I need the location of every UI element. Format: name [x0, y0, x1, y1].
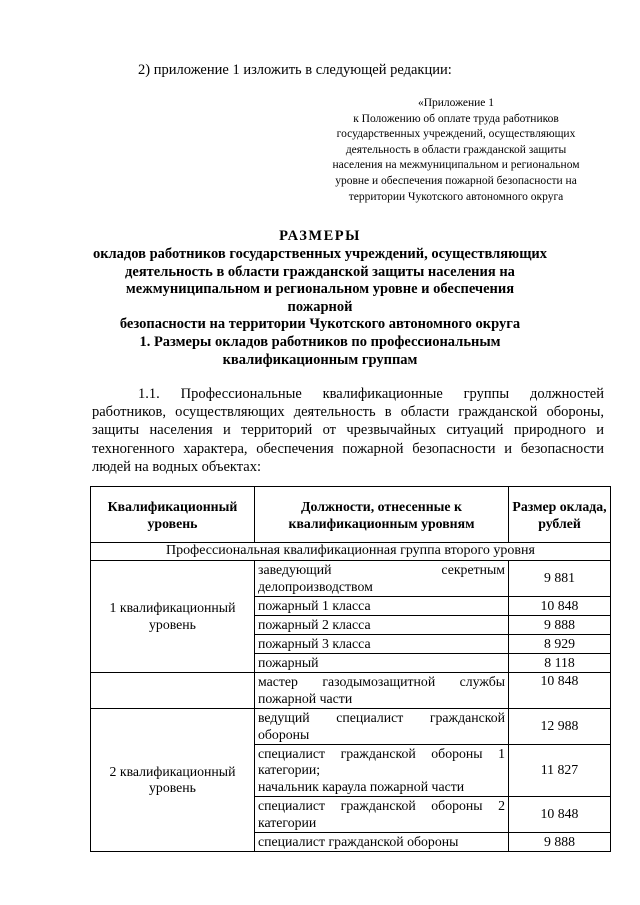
appendix-line: населения на межмуниципальном и региональном — [332, 159, 580, 172]
salary-cell: 9 881 — [509, 561, 611, 597]
section-line: квалификационным группам — [222, 352, 418, 368]
paragraph-text: 1.1. Профессиональные квалификационные группы должностей работников, осуществляющих деятельность в области гражданской обороны, защиты населения и территорий от чрезвычайных ситуаций природного и техногенного характера, обеспечения пожарной безопасности и безопасности людей на водных объектах: — [92, 386, 604, 475]
appendix-line: государственных учреждений, осуществляющих — [336, 128, 576, 141]
level1-label: 1 квалификационный уровень — [91, 561, 255, 673]
position-line: специалист гражданской обороны 1 категории; — [258, 745, 505, 778]
position-cell: специалист гражданской обороны 2 категории — [255, 797, 509, 833]
body-paragraph — [92, 385, 604, 476]
header-level: Квалификационный уровень — [91, 487, 255, 543]
table-row — [91, 561, 611, 597]
position-cell: заведующий секретным делопроизводством — [255, 561, 509, 597]
level2-label: 2 квалификационный уровень — [91, 709, 255, 852]
position-line: начальник караула пожарной части — [258, 778, 465, 794]
salary-cell: 10 848 — [509, 797, 611, 833]
salary-cell: 12 988 — [509, 709, 611, 745]
title-line: окладов работников государственных учреждений, осуществляющих — [92, 246, 548, 263]
salary-cell: 10 848 — [509, 673, 611, 709]
appendix-line: деятельность в области гражданской защиты — [345, 143, 567, 156]
salary-cell: 9 888 — [509, 616, 611, 635]
position-cell: пожарный 2 класса — [255, 616, 509, 635]
section-line: 1. Размеры окладов работников по профессиональным — [139, 334, 501, 350]
appendix-line: территории Чукотского автономного округа — [348, 190, 564, 203]
intro-text: 2) приложение 1 изложить в следующей редакции: — [138, 62, 452, 78]
position-cell — [255, 745, 509, 797]
header-positions: Должности, отнесенные к квалификационным уровням — [255, 487, 509, 543]
document-title — [92, 228, 548, 333]
appendix-line: уровне и обеспечения пожарной безопасности на — [335, 174, 577, 187]
title-line: межмуниципальном и региональном уровне и обеспечения пожарной — [125, 281, 515, 315]
group-title: Профессиональная квалификационная группа второго уровня — [91, 543, 611, 561]
position-cell: пожарный 1 класса — [255, 597, 509, 616]
empty-level-cell — [91, 673, 255, 709]
salary-cell: 9 888 — [509, 833, 611, 852]
position-cell: пожарный — [255, 654, 509, 673]
header-salary: Размер оклада, рублей — [509, 487, 611, 543]
position-cell: специалист гражданской обороны — [255, 833, 509, 852]
group-row — [91, 543, 611, 561]
salary-cell: 8 929 — [509, 635, 611, 654]
appendix-line: к Положению об оплате труда работников — [353, 112, 559, 125]
appendix-note — [300, 96, 612, 205]
position-cell: ведущий специалист гражданской обороны — [255, 709, 509, 745]
salary-cell: 10 848 — [509, 597, 611, 616]
salary-table — [90, 486, 611, 852]
salary-cell: 11 827 — [509, 745, 611, 797]
table-row — [91, 709, 611, 745]
appendix-line: «Приложение 1 — [417, 97, 495, 109]
table-header-row — [91, 487, 611, 543]
section-heading — [120, 333, 520, 369]
title-line: деятельность в области гражданской защиты населения на — [125, 263, 515, 280]
title-line: безопасности на территории Чукотского автономного округа — [119, 316, 521, 333]
table-row — [91, 673, 611, 709]
salary-cell: 8 118 — [509, 654, 611, 673]
title-heading: РАЗМЕРЫ — [279, 228, 361, 244]
position-cell: мастер газодымозащитной службы пожарной части — [255, 673, 509, 709]
position-cell: пожарный 3 класса — [255, 635, 509, 654]
